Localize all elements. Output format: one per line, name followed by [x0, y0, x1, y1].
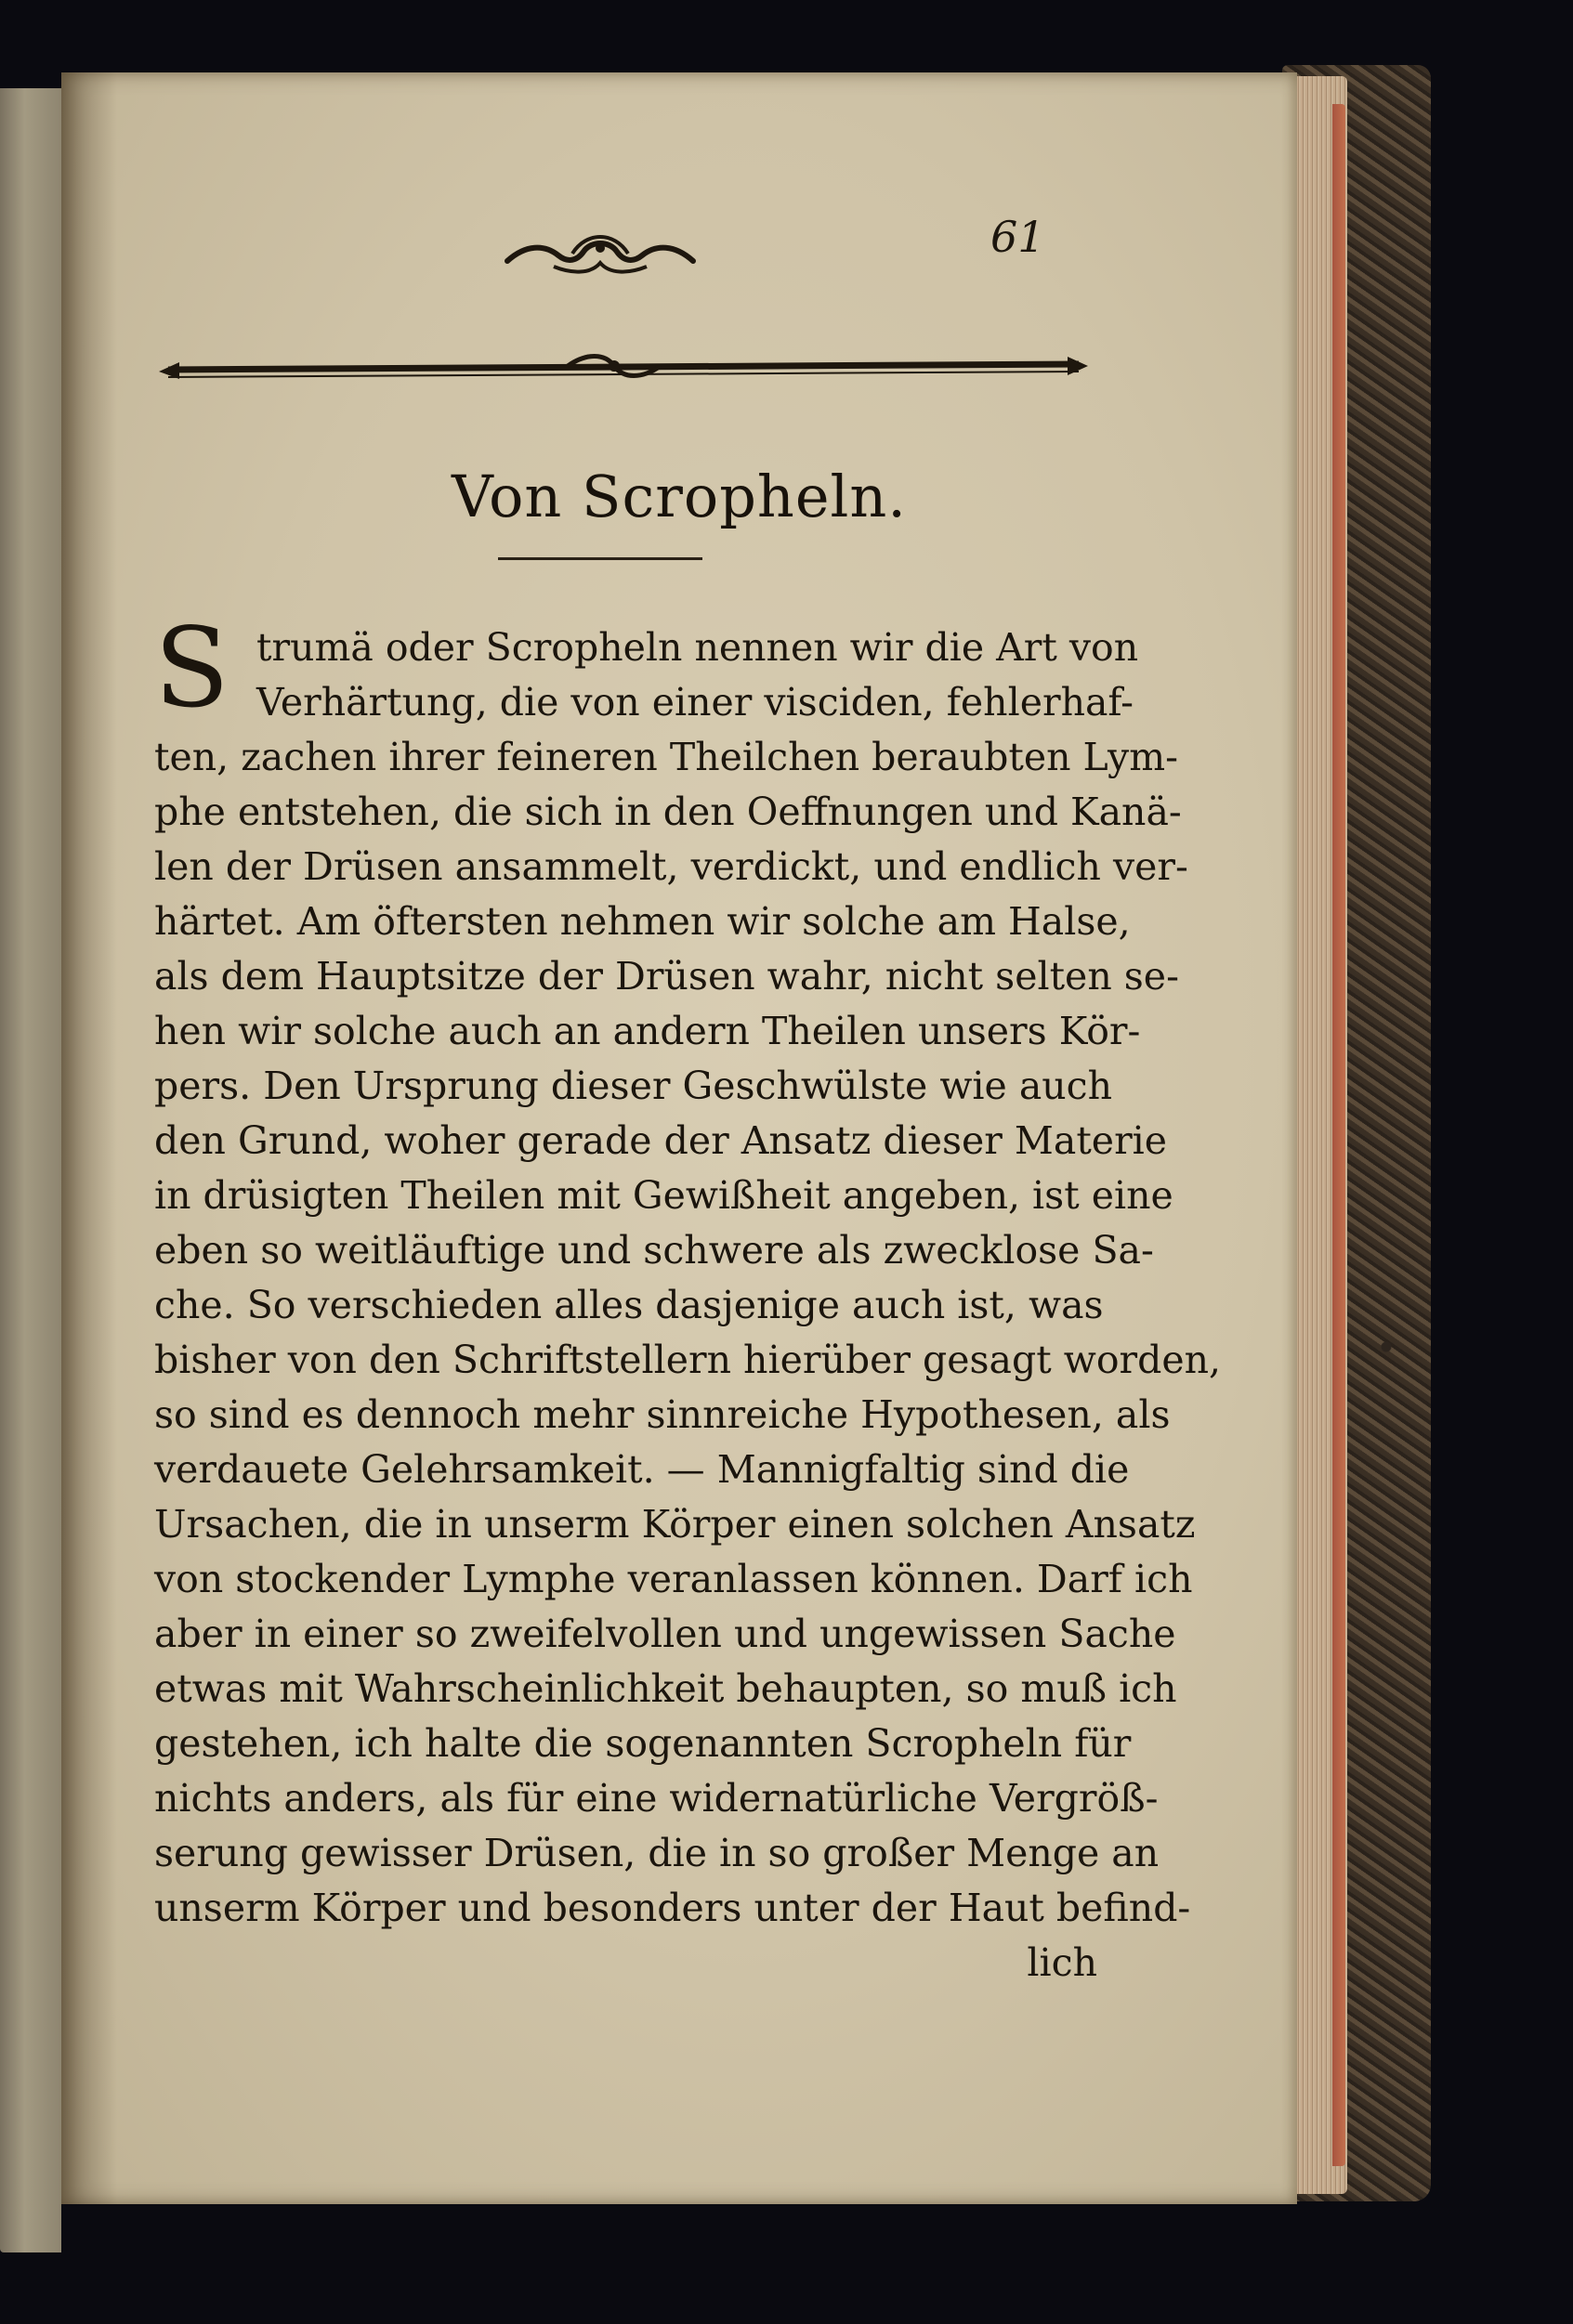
page-number: 61 [990, 212, 1045, 262]
text-line: serung gewisser Drüsen, die in so großer Menge an [154, 1831, 1160, 1875]
text-line: pers. Den Ursprung dieser Geschwülste wie auch [154, 1064, 1113, 1108]
text-line: den Grund, woher gerade der Ansatz dieser Materie [154, 1118, 1168, 1163]
text-line: härtet. Am öftersten nehmen wir solche am Halse, [154, 899, 1131, 944]
chapter-heading: Von Scropheln. [452, 463, 907, 530]
text-line: Ursachen, die in unserm Körper einen solchen Ansatz [154, 1502, 1196, 1547]
body-text [154, 620, 1222, 1991]
text-line: phe entstehen, die sich in den Oeffnungen und Kanä- [154, 790, 1182, 834]
page-block-edges [1291, 76, 1347, 2194]
text-line: etwas mit Wahrscheinlichkeit behaupten, so muß ich [154, 1666, 1177, 1711]
text-line: als dem Hauptsitze der Drüsen wahr, nicht selten se- [154, 954, 1179, 999]
text-line: von stockender Lymphe veranlassen können. Darf ich [154, 1557, 1193, 1601]
text-line: len der Drüsen ansammelt, verdickt, und endlich ver- [154, 844, 1188, 889]
text-line: Verhärtung, die von einer visciden, fehlerhaf- [256, 680, 1134, 725]
text-line: ten, zachen ihrer feineren Theilchen beraubten Lym- [154, 735, 1178, 779]
text-line: gestehen, ich halte die sogenannten Scropheln für [154, 1721, 1132, 1766]
catchword: lich [1027, 1940, 1097, 1985]
facing-page-edge [0, 88, 61, 2252]
text-line: aber in einer so zweifelvollen und ungewissen Sache [154, 1612, 1176, 1656]
text-line: eben so weitläuftige und schwere als zwecklose Sa- [154, 1228, 1154, 1273]
text-line: unserm Körper und besonders unter der Haut befind- [154, 1886, 1191, 1930]
drop-cap: S [154, 604, 229, 732]
text-line: trumä oder Scropheln nennen wir die Art von [256, 625, 1139, 670]
book-page [61, 72, 1297, 2204]
text-line: che. So verschieden alles dasjenige auch ist, was [154, 1283, 1104, 1327]
headpiece-ornament-icon [498, 226, 702, 281]
text-line: verdauete Gelehrsamkeit. — Mannigfaltig sind die [154, 1447, 1130, 1492]
text-line: hen wir solche auch an andern Theilen unsers Kör- [154, 1009, 1141, 1053]
decorative-rule-icon [159, 349, 1088, 386]
text-line: so sind es dennoch mehr sinnreiche Hypothesen, als [154, 1392, 1171, 1437]
text-line: bisher von den Schriftstellern hierüber gesagt worden, [154, 1338, 1222, 1382]
text-line: in drüsigten Theilen mit Gewißheit angeben, ist eine [154, 1173, 1173, 1218]
text-line: nichts anders, als für eine widernatürliche Vergröß- [154, 1776, 1159, 1821]
gutter-shadow [61, 72, 117, 2204]
heading-underline [498, 557, 702, 560]
